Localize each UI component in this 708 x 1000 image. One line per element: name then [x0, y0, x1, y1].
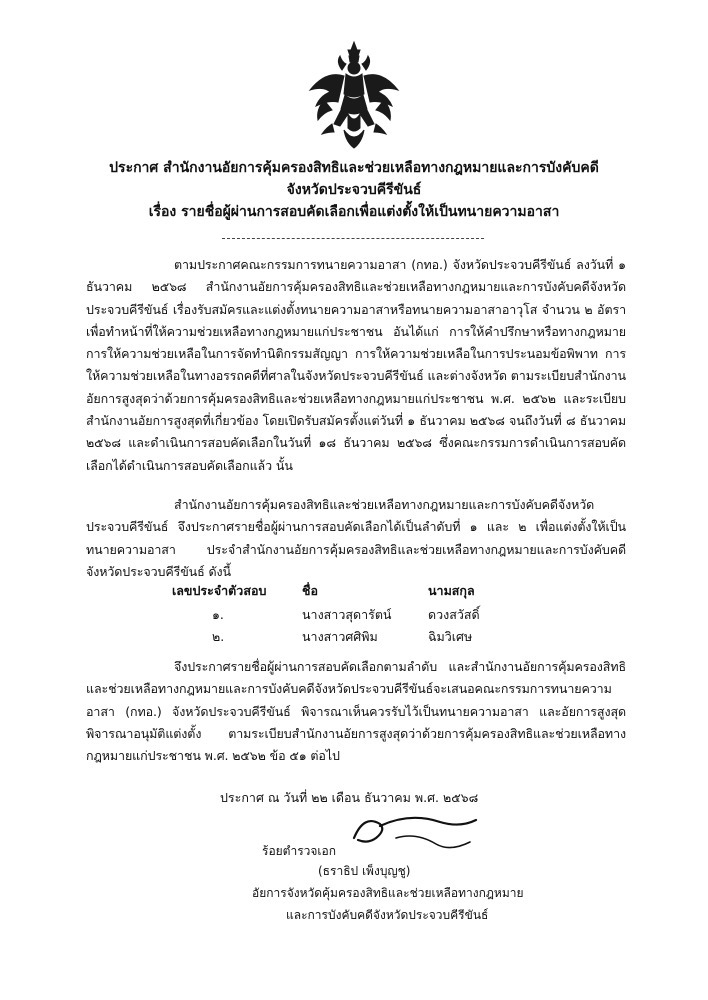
body-paragraph-1: ตามประกาศคณะกรรมการทนายความอาสา (กทอ.) จังหวัดประจวบคีรีขันธ์ ลงวันที่ ๑ ธันวาคม ๒๕๖๘ สำนักงานอัยการคุ้มครองสิทธิและช่วยเหลือทางกฎหมายและการบังคับคดีจังหวัดประจวบคีรีขันธ์ เรื่องรับสมัครและแต่งตั้งทนายความอาสาหรือทนายความอาสาอาวุโส จำนวน ๒ อัตรา เพื่อทำหน้าที่ให้ความช่วยเหลือทางกฎหมายแก่ประชาชน อันได้แก่ การให้คำปรึกษาหรือทางกฎหมาย การให้ความช่วยเหลือในการจัดทำนิติกรรมสัญญา การให้ความช่วยเหลือในการประนอมข้อพิพาท การให้ความช่วยเหลือในทางอรรถคดีที่ศาลในจังหวัดประจวบคีรีขันธ์ และต่างจังหวัด ตามระเบียบสำนักงานอัยการสูงสุดว่าด้วยการคุ้มครองสิทธิและช่วยเหลือทางกฎหมายแก่ประชาชน พ.ศ. ๒๕๖๒ และระเบียบสำนักงานอัยการสูงสุดที่เกี่ยวข้อง โดยเปิดรับสมัครตั้งแต่วันที่ ๑ ธันวาคม ๒๕๖๘ จนถึงวันที่ ๘ ธันวาคม ๒๕๖๘ และดำเนินการสอบคัดเลือกในวันที่ ๑๘ ธันวาคม ๒๕๖๘ ซึ่งคณะกรรมการดำเนินการสอบคัดเลือกได้ดำเนินการสอบคัดเลือกแล้ว นั้น: [86, 257, 626, 473]
announcement-date: ประกาศ ณ วันที่ ๒๒ เดือน ธันวาคม พ.ศ. ๒๕๖๘: [220, 790, 479, 805]
header-last-name: นามสกุล: [428, 583, 475, 598]
announcement-province: จังหวัดประจวบคีรีขันธ์: [286, 182, 422, 198]
row-first-name: นางสาวศศิพิม: [302, 629, 378, 644]
table-row: [172, 604, 592, 626]
signer-rank: ร้อยตำรวจเอก: [262, 844, 337, 858]
body-paragraph-3: จึงประกาศรายชื่อผู้ผ่านการสอบคัดเลือกตามลำดับ และสำนักงานอัยการคุ้มครองสิทธิและช่วยเหลือทางกฎหมายและการบังคับคดีจังหวัดประจวบคีรีขันธ์จะเสนอคณะกรรมการทนายความอาสา (กทอ.) จังหวัดประจวบคีรีขันธ์ พิจารณาเห็นควรรับไว้เป็นทนายความอาสา และอัยการสูงสุดพิจารณาอนุมัติแต่งตั้ง ตามระเบียบสำนักงานอัยการสูงสุดว่าด้วยการคุ้มครองสิทธิและช่วยเหลือทางกฎหมายแก่ประชาชน พ.ศ. ๒๕๖๒ ข้อ ๕๑ ต่อไป: [86, 659, 626, 764]
announcement-title: ประกาศ สำนักงานอัยการคุ้มครองสิทธิและช่วยเหลือทางกฎหมายและการบังคับคดี: [109, 160, 599, 176]
body-paragraph-2: สำนักงานอัยการคุ้มครองสิทธิและช่วยเหลือทางกฎหมายและการบังคับคดีจังหวัดประจวบคีรีขันธ์ จึงประกาศรายชื่อผู้ผ่านการสอบคัดเลือกได้เป็นลำดับที่ ๑ และ ๒ เพื่อแต่งตั้งให้เป็นทนายความอาสา ประจำสำนักงานอัยการคุ้มครองสิทธิและช่วยเหลือทางกฎหมายและการบังคับคดีจังหวัดประจวบคีรีขันธ์ ดังนี้: [86, 497, 626, 579]
title-divider: [222, 238, 484, 239]
row-first-name: นางสาวสุดารัตน์: [302, 607, 392, 622]
signer-position-line-2: และการบังคับคดีจังหวัดประจวบคีรีขันธ์: [286, 908, 489, 922]
row-last-name: ฉิมวิเศษ: [428, 629, 473, 644]
signer-name: (ธราธิป เพ็งบุญชู): [318, 864, 411, 878]
signer-position-line-1: อัยการจังหวัดคุ้มครองสิทธิและช่วยเหลือทางกฎหมาย: [252, 886, 524, 900]
row-last-name: ดวงสวัสดิ์: [428, 607, 480, 622]
table-row: [172, 626, 592, 648]
row-exam-id: ๒.: [212, 629, 225, 644]
results-table-header: [172, 580, 592, 602]
row-exam-id: ๑.: [212, 607, 224, 622]
handwritten-signature: [350, 808, 480, 854]
header-exam-id: เลขประจำตัวสอบ: [172, 583, 267, 598]
garuda-emblem-icon: [304, 40, 404, 152]
header-first-name: ชื่อ: [302, 583, 318, 598]
announcement-subject: เรื่อง รายชื่อผู้ผ่านการสอบคัดเลือกเพื่อแต่งตั้งให้เป็นทนายความอาสา: [148, 204, 560, 220]
